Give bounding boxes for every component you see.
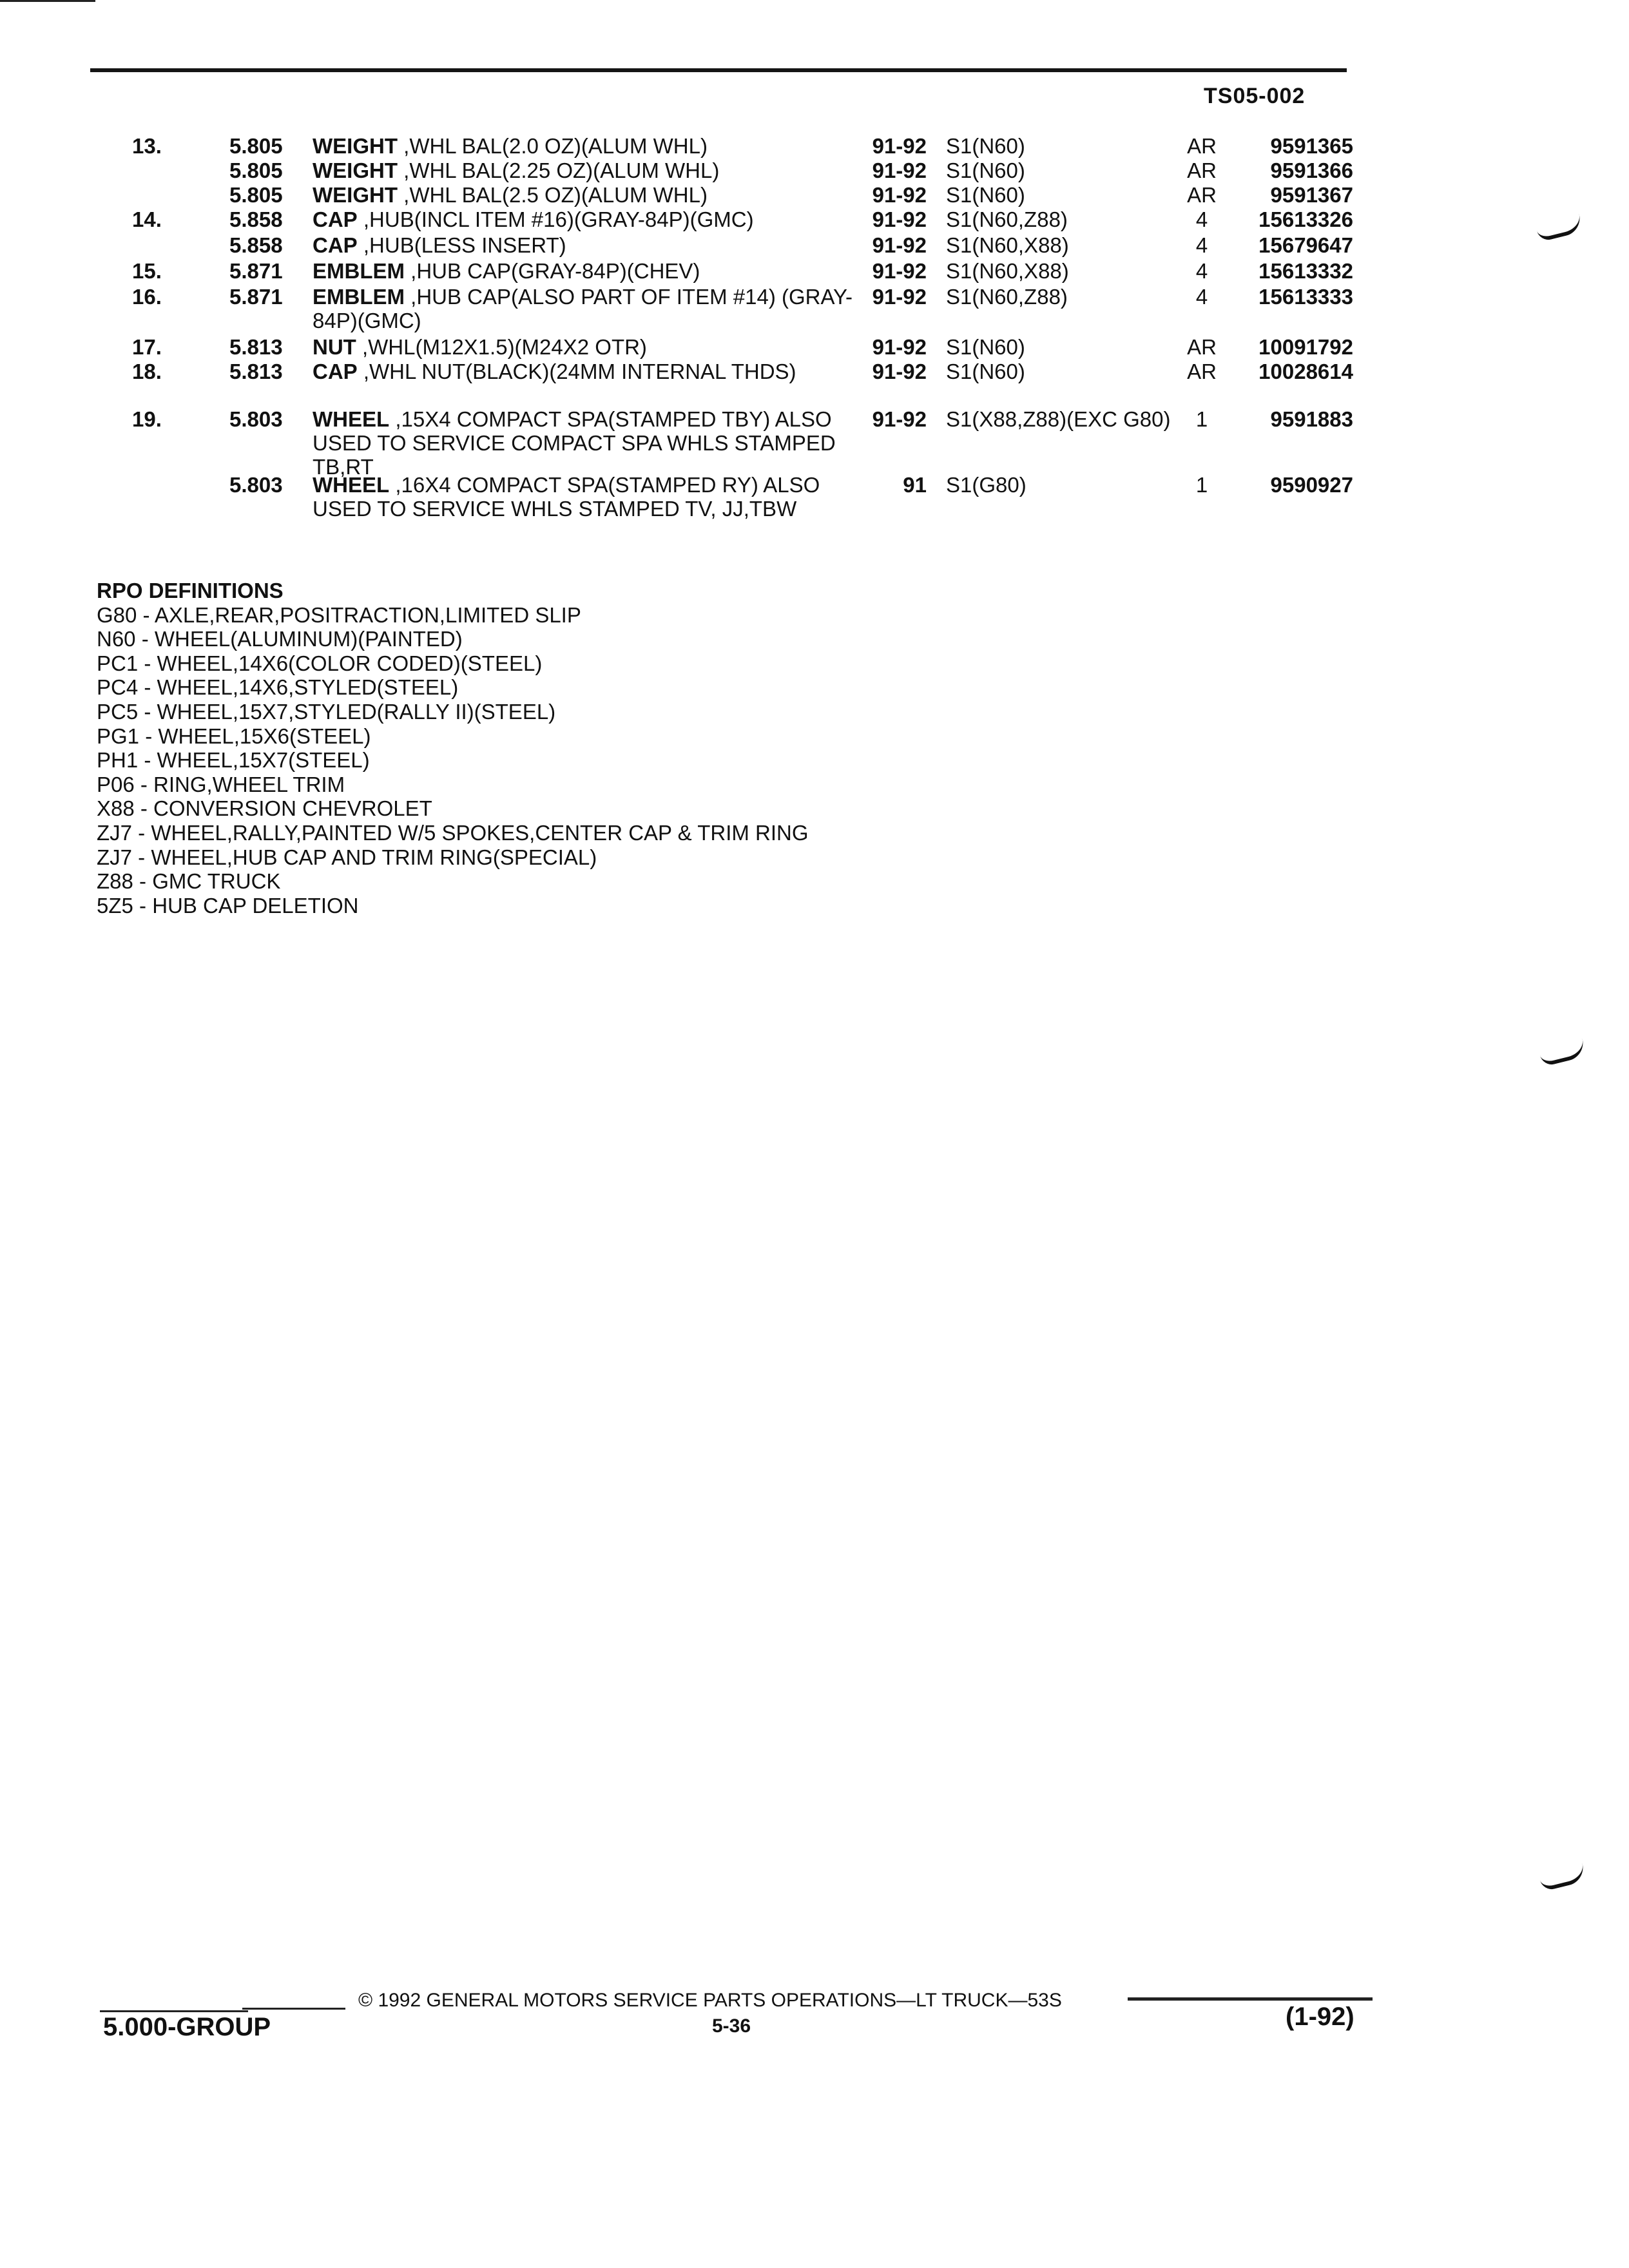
page-number: 5-36 — [712, 2015, 751, 2037]
model-years: 91-92 — [872, 159, 927, 182]
header-rule — [90, 68, 1347, 72]
part-number: 9590927 — [1270, 473, 1353, 497]
part-name: CAP — [313, 233, 358, 257]
binder-mark — [1539, 1039, 1587, 1067]
section-number: 5.803 — [229, 407, 283, 431]
quantity: 4 — [1195, 207, 1208, 231]
copyright-line: © 1992 GENERAL MOTORS SERVICE PARTS OPERATIONS—LT TRUCK—53S — [358, 1990, 1062, 2011]
rpo-definition: PH1 - WHEEL,15X7(STEEL) — [97, 748, 370, 773]
item-number: 14. — [132, 207, 162, 231]
corner-rule — [0, 0, 95, 2]
section-number: 5.858 — [229, 233, 283, 257]
quantity: AR — [1187, 335, 1217, 359]
usage-code: S1(G80) — [946, 473, 1027, 497]
part-number: 15613332 — [1258, 259, 1353, 283]
part-description — [313, 335, 854, 359]
part-number: 10091792 — [1258, 335, 1353, 359]
usage-code: S1(N60) — [946, 134, 1025, 158]
part-detail: ,HUB CAP(ALSO PART OF ITEM #14) (GRAY-84P)(GMC) — [313, 285, 853, 332]
section-number: 5.803 — [229, 473, 283, 497]
part-row — [0, 360, 1629, 411]
part-number: 10028614 — [1258, 360, 1353, 383]
rpo-definition: ZJ7 - WHEEL,RALLY,PAINTED W/5 SPOKES,CENTER CAP & TRIM RING — [97, 820, 809, 845]
part-row — [0, 285, 1629, 336]
part-detail: ,WHL NUT(BLACK)(24MM INTERNAL THDS) — [357, 360, 796, 383]
part-detail: ,HUB CAP(GRAY-84P)(CHEV) — [405, 259, 700, 283]
part-name: NUT — [313, 335, 356, 359]
binder-mark — [1539, 1863, 1587, 1892]
part-detail: ,HUB(LESS INSERT) — [357, 233, 566, 257]
item-number: 17. — [132, 335, 162, 359]
section-number: 5.858 — [229, 207, 283, 231]
quantity: 4 — [1195, 285, 1208, 309]
rpo-definition: P06 - RING,WHEEL TRIM — [97, 772, 345, 796]
part-row — [0, 473, 1629, 524]
quantity: AR — [1187, 159, 1217, 182]
part-name: WEIGHT — [313, 183, 398, 207]
model-years: 91-92 — [872, 407, 927, 431]
quantity: AR — [1187, 360, 1217, 383]
model-years: 91-92 — [872, 183, 927, 207]
part-name: CAP — [313, 360, 358, 383]
part-description — [313, 207, 854, 231]
rpo-definition: PC1 - WHEEL,14X6(COLOR CODED)(STEEL) — [97, 651, 543, 675]
part-description — [313, 360, 854, 383]
quantity: AR — [1187, 134, 1217, 158]
part-detail: ,16X4 COMPACT SPA(STAMPED RY) ALSO USED TO SERVICE WHLS STAMPED TV, JJ,TBW — [313, 473, 820, 521]
usage-code: S1(N60,Z88) — [946, 207, 1068, 231]
footer-rule-left — [100, 2010, 248, 2012]
item-number: 19. — [132, 407, 162, 431]
rpo-definition: PG1 - WHEEL,15X6(STEEL) — [97, 724, 371, 748]
usage-code: S1(N60) — [946, 335, 1025, 359]
part-detail: ,WHL BAL(2.0 OZ)(ALUM WHL) — [397, 134, 708, 158]
model-years: 91-92 — [872, 233, 927, 257]
rpo-definition: X88 - CONVERSION CHEVROLET — [97, 796, 432, 821]
usage-code: S1(N60) — [946, 183, 1025, 207]
usage-code: S1(N60) — [946, 360, 1025, 383]
part-name: WEIGHT — [313, 159, 398, 182]
part-name: EMBLEM — [313, 259, 405, 283]
part-number: 15613333 — [1258, 285, 1353, 309]
rpo-definition: ZJ7 - WHEEL,HUB CAP AND TRIM RING(SPECIAL) — [97, 845, 597, 869]
part-name: WEIGHT — [313, 134, 398, 158]
item-number: 16. — [132, 285, 162, 309]
quantity: 4 — [1195, 259, 1208, 283]
part-number: 9591366 — [1270, 159, 1353, 182]
part-description — [313, 473, 854, 521]
quantity: 1 — [1195, 473, 1208, 497]
revision-date: (1-92) — [1286, 2003, 1354, 2031]
rpo-definition: G80 - AXLE,REAR,POSITRACTION,LIMITED SLIP — [97, 602, 581, 627]
part-description — [313, 285, 854, 332]
rpo-definition: 5Z5 - HUB CAP DELETION — [97, 893, 359, 918]
part-name: WHEEL — [313, 473, 390, 497]
part-detail: ,HUB(INCL ITEM #16)(GRAY-84P)(GMC) — [357, 207, 754, 231]
part-description — [313, 407, 854, 479]
section-number: 5.813 — [229, 360, 283, 383]
part-name: CAP — [313, 207, 358, 231]
part-number: 9591365 — [1270, 134, 1353, 158]
quantity: 4 — [1195, 233, 1208, 257]
section-number: 5.805 — [229, 183, 283, 207]
part-number: 15679647 — [1258, 233, 1353, 257]
usage-code: S1(N60,X88) — [946, 259, 1069, 283]
footer-rule-right — [1128, 1997, 1373, 2001]
part-description — [313, 159, 854, 182]
rpo-list — [97, 603, 809, 918]
rpo-definition: PC4 - WHEEL,14X6,STYLED(STEEL) — [97, 675, 459, 700]
section-number: 5.805 — [229, 159, 283, 182]
usage-code: S1(N60,Z88) — [946, 285, 1068, 309]
model-years: 91-92 — [872, 207, 927, 231]
item-number: 15. — [132, 259, 162, 283]
model-years: 91-92 — [872, 360, 927, 383]
part-detail: ,15X4 COMPACT SPA(STAMPED TBY) ALSO USED TO SERVICE COMPACT SPA WHLS STAMPED TB,RT — [313, 407, 836, 479]
part-detail: ,WHL(M12X1.5)(M24X2 OTR) — [356, 335, 647, 359]
section-number: 5.871 — [229, 285, 283, 309]
document-code: TS05-002 — [1204, 84, 1306, 108]
usage-code: S1(N60) — [946, 159, 1025, 182]
part-number: 9591367 — [1270, 183, 1353, 207]
quantity: AR — [1187, 183, 1217, 207]
part-description — [313, 233, 854, 257]
part-description — [313, 134, 854, 158]
model-years: 91-92 — [872, 134, 927, 158]
item-number: 18. — [132, 360, 162, 383]
rpo-definition: Z88 - GMC TRUCK — [97, 869, 281, 894]
part-description — [313, 259, 854, 283]
rpo-definitions — [97, 579, 809, 918]
usage-code: S1(X88,Z88)(EXC G80) — [946, 407, 1171, 431]
part-description — [313, 183, 854, 207]
section-number: 5.871 — [229, 259, 283, 283]
rpo-definition: N60 - WHEEL(ALUMINUM)(PAINTED) — [97, 627, 463, 651]
model-years: 91-92 — [872, 259, 927, 283]
footer-rule-mid — [242, 2008, 345, 2010]
group-label: 5.000-GROUP — [103, 2013, 271, 2041]
model-years: 91-92 — [872, 335, 927, 359]
model-years: 91-92 — [872, 285, 927, 309]
rpo-title: RPO DEFINITIONS — [97, 579, 284, 602]
model-years: 91 — [903, 473, 927, 497]
part-name: WHEEL — [313, 407, 390, 431]
section-number: 5.813 — [229, 335, 283, 359]
part-number: 15613326 — [1258, 207, 1353, 231]
part-detail: ,WHL BAL(2.5 OZ)(ALUM WHL) — [397, 183, 708, 207]
part-name: EMBLEM — [313, 285, 405, 309]
part-number: 9591883 — [1270, 407, 1353, 431]
section-number: 5.805 — [229, 134, 283, 158]
part-detail: ,WHL BAL(2.25 OZ)(ALUM WHL) — [397, 159, 720, 182]
usage-code: S1(N60,X88) — [946, 233, 1069, 257]
item-number: 13. — [132, 134, 162, 158]
part-row — [0, 407, 1629, 479]
rpo-definition: PC5 - WHEEL,15X7,STYLED(RALLY II)(STEEL) — [97, 699, 556, 724]
quantity: 1 — [1195, 407, 1208, 431]
